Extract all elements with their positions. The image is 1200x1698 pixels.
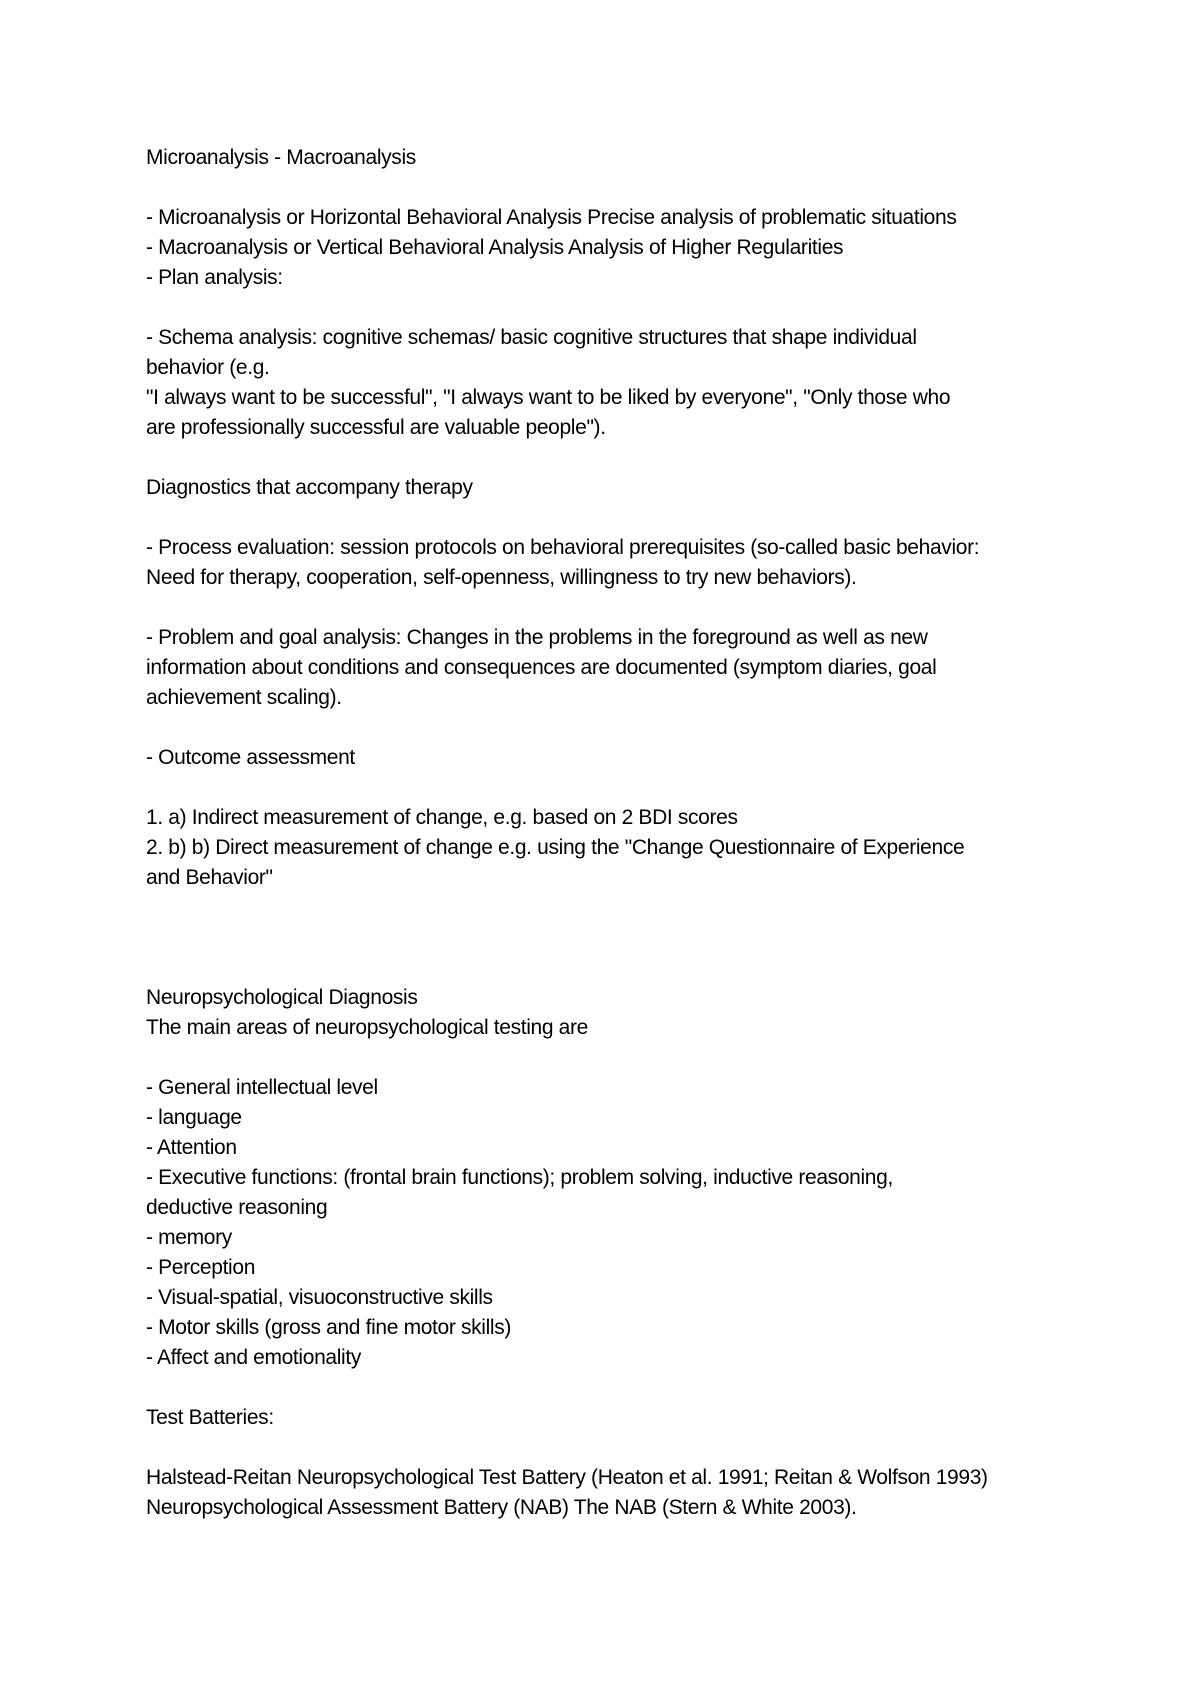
testing-area-item: - Attention <box>146 1136 237 1159</box>
document-body <box>146 143 1076 1523</box>
schema-analysis-line: "I always want to be successful", "I always want to be liked by everyone", "Only those who <box>146 386 951 409</box>
section-title-microanalysis: Microanalysis - Macroanalysis <box>146 146 416 169</box>
testing-area-item: - Visual-spatial, visuoconstructive skills <box>146 1286 493 1309</box>
outcome-assessment-line: - Outcome assessment <box>146 746 355 769</box>
schema-analysis-line: behavior (e.g. <box>146 356 270 379</box>
section-title-diagnostics: Diagnostics that accompany therapy <box>146 476 473 499</box>
testing-area-item: - General intellectual level <box>146 1076 378 1099</box>
testing-area-item: deductive reasoning <box>146 1196 328 1219</box>
test-battery-item: Halstead-Reitan Neuropsychological Test Battery (Heaton et al. 1991; Reitan & Wolfson 1993) <box>146 1466 988 1489</box>
testing-area-item: - Executive functions: (frontal brain functions); problem solving, inductive reasoning, <box>146 1166 893 1189</box>
measurement-line: and Behavior" <box>146 866 273 889</box>
testing-area-item: - language <box>146 1106 242 1129</box>
measurement-line: 1. a) Indirect measurement of change, e.g. based on 2 BDI scores <box>146 806 738 829</box>
process-evaluation-line: Need for therapy, cooperation, self-openness, willingness to try new behaviors). <box>146 566 857 589</box>
section-title-neuropsychological: Neuropsychological Diagnosis <box>146 986 418 1009</box>
blank-line <box>146 593 1076 623</box>
blank-line <box>146 1043 1076 1073</box>
measurement-line: 2. b) b) Direct measurement of change e.g. using the "Change Questionnaire of Experience <box>146 836 965 859</box>
blank-line <box>146 773 1076 803</box>
list-item: - Plan analysis: <box>146 266 283 289</box>
blank-lines <box>146 893 1076 983</box>
problem-goal-analysis-line: information about conditions and consequences are documented (symptom diaries, goal <box>146 656 937 679</box>
list-item: - Microanalysis or Horizontal Behavioral Analysis Precise analysis of problematic situations <box>146 206 957 229</box>
testing-area-item: - Motor skills (gross and fine motor skills) <box>146 1316 512 1339</box>
blank-line <box>146 503 1076 533</box>
blank-line <box>146 1433 1076 1463</box>
testing-area-item: - memory <box>146 1226 232 1249</box>
testing-area-item: - Affect and emotionality <box>146 1346 361 1369</box>
blank-line <box>146 713 1076 743</box>
problem-goal-analysis-line: - Problem and goal analysis: Changes in the problems in the foreground as well as new <box>146 626 928 649</box>
test-batteries-label: Test Batteries: <box>146 1406 274 1429</box>
problem-goal-analysis-line: achievement scaling). <box>146 686 342 709</box>
section-subtitle: The main areas of neuropsychological testing are <box>146 1016 588 1039</box>
process-evaluation-line: - Process evaluation: session protocols on behavioral prerequisites (so-called basic behavior: <box>146 536 980 559</box>
list-item: - Macroanalysis or Vertical Behavioral Analysis Analysis of Higher Regularities <box>146 236 844 259</box>
schema-analysis-line: - Schema analysis: cognitive schemas/ basic cognitive structures that shape individual <box>146 326 917 349</box>
testing-area-item: - Perception <box>146 1256 256 1279</box>
test-battery-item: Neuropsychological Assessment Battery (NAB) The NAB (Stern & White 2003). <box>146 1496 857 1519</box>
blank-line <box>146 293 1076 323</box>
schema-analysis-line: are professionally successful are valuable people"). <box>146 416 606 439</box>
blank-line <box>146 173 1076 203</box>
blank-line <box>146 443 1076 473</box>
blank-line <box>146 1373 1076 1403</box>
